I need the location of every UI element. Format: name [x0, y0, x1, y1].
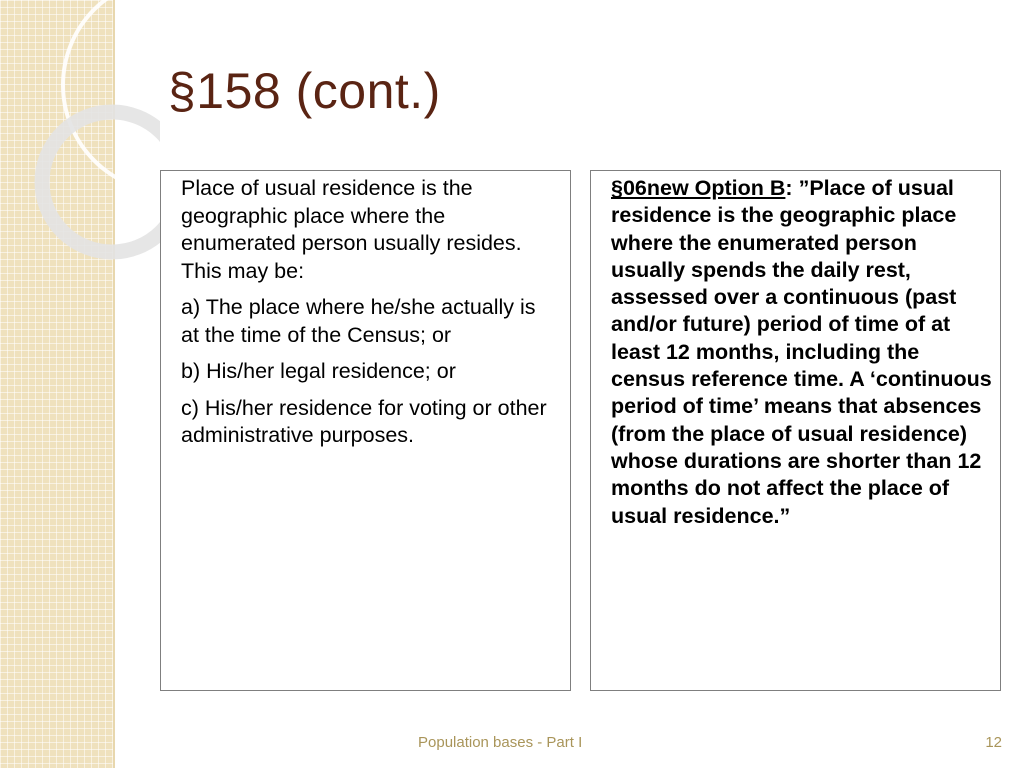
left-paragraph-option-b: b) His/her legal residence; or	[181, 359, 456, 383]
left-paragraph-option-a: a) The place where he/she actually is at the time of the Census; or	[181, 295, 536, 347]
heading-separator: :	[785, 176, 799, 200]
right-paragraph	[611, 175, 992, 530]
decorative-small-circle	[42, 112, 160, 252]
footer-text: Population bases - Part I	[418, 734, 583, 751]
decorative-large-circle	[63, 0, 160, 192]
option-b-definition: ”Place of usual residence is the geographic place where the enumerated person usually spends the daily rest, assessed over a continuous (past and/or future) period of time of at least 12 months, including the census reference time. A ‘continuous period of time’ means that absences (from the place of usual residence) whose durations are shorter than 12 months do not affect the place of usual residence.”	[611, 176, 992, 528]
option-b-heading: §06new Option B	[611, 176, 786, 200]
left-paragraph-intro: Place of usual residence is the geographic place where the enumerated person usually resides. This may be:	[181, 176, 522, 283]
slide-title: §158 (cont.)	[168, 63, 441, 119]
left-paragraph-option-c: c) His/her residence for voting or other administrative purposes.	[181, 395, 547, 447]
page-number: 12	[985, 734, 1002, 751]
decorative-circles-graphic	[0, 0, 160, 260]
right-content-box	[590, 170, 1001, 691]
left-content-box	[160, 170, 571, 691]
